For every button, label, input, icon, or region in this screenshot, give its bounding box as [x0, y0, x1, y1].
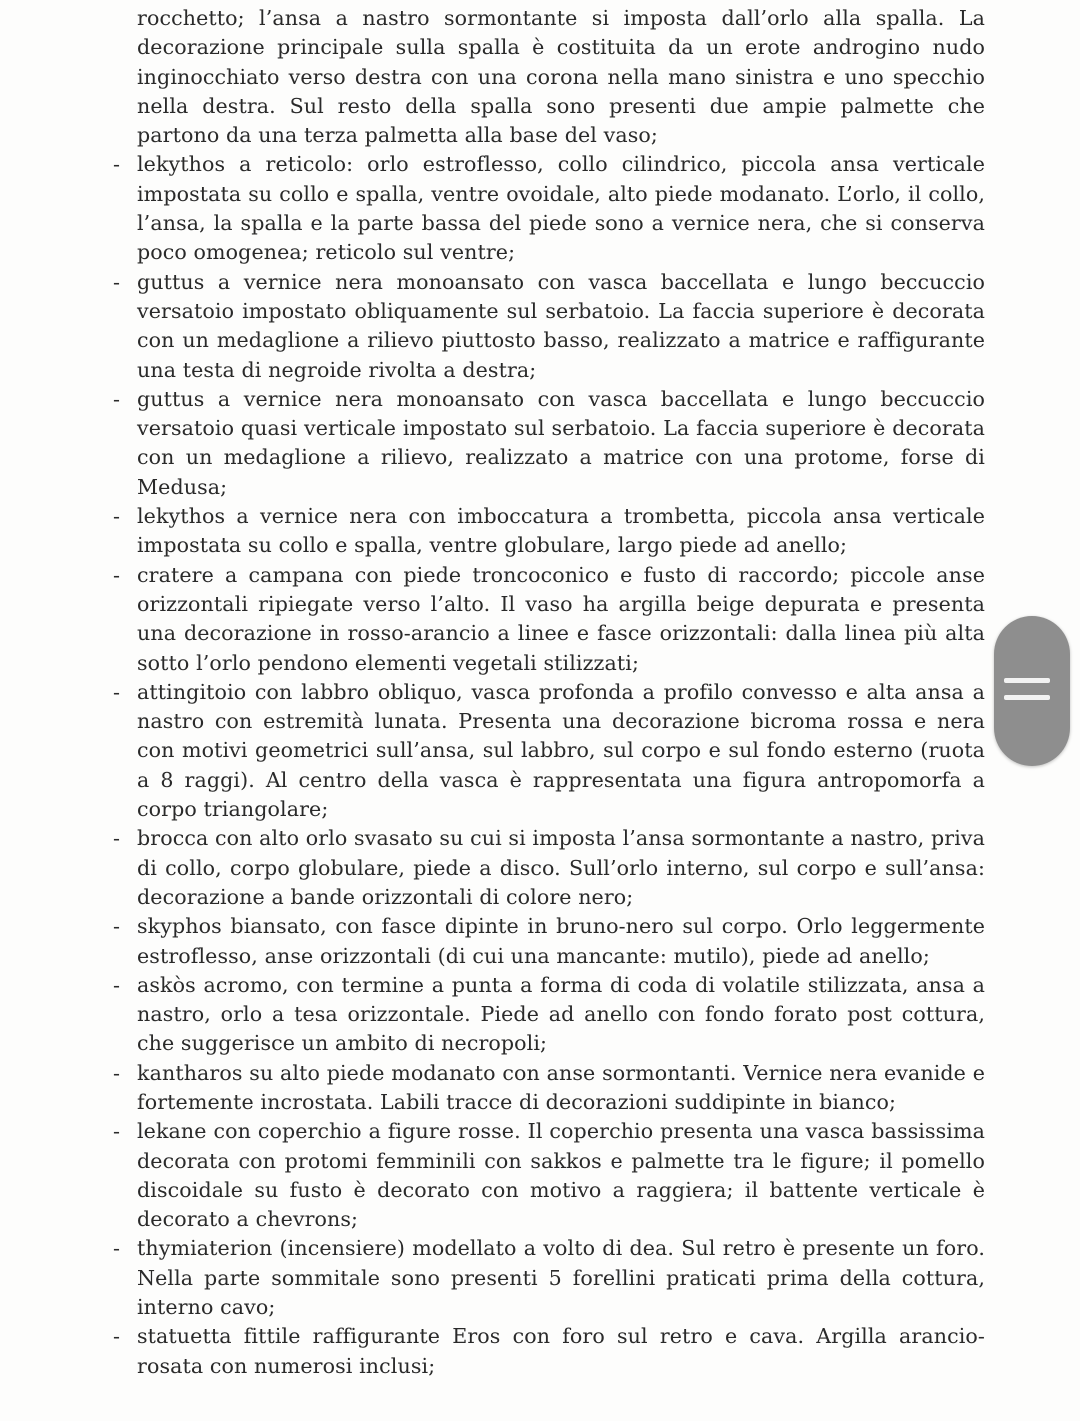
list-item-text: lekythos a vernice nera con imboccatura a trombetta, piccola ansa verticale impostata su collo e spalla, ventre globulare, largo piede ad anello;: [137, 504, 985, 558]
list-item: [113, 824, 985, 912]
list-item: [113, 268, 985, 385]
list-item-text: kantharos su alto piede modanato con anse sormontanti. Vernice nera evanide e fortemente incrostata. Labili tracce di decorazioni suddipinte in bianco;: [137, 1060, 985, 1114]
bullet-dash: -: [113, 562, 121, 587]
list-item-text: askòs acromo, con termine a punta a forma di coda di volatile stilizzata, ansa a nastro, orlo a tesa orizzontale. Piede ad anello con fondo forato post cottura, che suggerisce un ambito di necropoli;: [137, 972, 985, 1056]
bullet-dash: -: [113, 679, 121, 704]
list-item: [113, 502, 985, 561]
list-item-text: thymiaterion (incensiere) modellato a volto di dea. Sul retro è presente un foro. Nella parte sommitale sono presenti 5 forellini praticati prima della cottura, interno cavo;: [137, 1236, 985, 1320]
artifact-list: [113, 150, 985, 1380]
opening-paragraph: rocchetto; l’ansa a nastro sormontante si imposta dall’orlo alla spalla. La decorazione principale sulla spalla è costituita da un erote androgino nudo inginocchiato verso destra con una corona nella mano sinistra e uno specchio nella destra. Sul resto della spalla sono presenti due ampie palmette che partono da una terza palmetta alla base del vaso;: [137, 6, 985, 148]
list-item: [113, 971, 985, 1059]
list-item: [113, 678, 985, 824]
list-item-text: lekane con coperchio a figure rosse. Il coperchio presenta una vasca bassissima decorata con protomi femminili con sakkos e palmette tra le figure; il pomello discoidale su fusto è decorato con motivo a raggiera; il battente verticale è decorato a chevrons;: [137, 1119, 985, 1232]
bullet-dash: -: [113, 269, 121, 294]
list-item: [113, 385, 985, 502]
list-item-text: attingitoio con labbro obliquo, vasca profonda a profilo convesso e alta ansa a nastro con estremità lunata. Presenta una decorazione bicroma rossa e nera con motivi geometrici sull’ansa, sul labbro, sul corpo e sul fondo esterno (ruota a 8 raggi). Al centro della vasca è rappresentata una figura antropomorfa a corpo triangolare;: [137, 679, 985, 822]
list-item-text: skyphos biansato, con fasce dipinte in bruno-nero sul corpo. Orlo leggermente estroflesso, anse orizzontali (di cui una mancante: mutilo), piede ad anello;: [137, 914, 985, 968]
list-item-text: lekythos a reticolo: orlo estroflesso, collo cilindrico, piccola ansa verticale impostata su collo e spalla, ventre ovoidale, alto piede modanato. L’orlo, il collo, l’ansa, la spalla e la parte bassa del piede sono a vernice nera, che si conserva poco omogenea; reticolo sul ventre;: [137, 152, 985, 265]
list-item: [113, 1117, 985, 1234]
list-item: [113, 561, 985, 678]
list-item-text: brocca con alto orlo svasato su cui si imposta l’ansa sormontante a nastro, priva di collo, corpo globulare, piede a disco. Sull’orlo interno, sul corpo e sull’ansa: decorazione a bande orizzontali di colore nero;: [137, 826, 985, 909]
bullet-dash: -: [113, 504, 121, 529]
bullet-dash: -: [113, 972, 121, 997]
list-item: [113, 1234, 985, 1322]
list-item-text: guttus a vernice nera monoansato con vasca baccellata e lungo beccuccio versatoio quasi verticale impostato sul serbatoio. La faccia superiore è decorata con un medaglione a rilievo, realizzato a matrice con una protome, forse di Medusa;: [137, 386, 985, 499]
list-item: [113, 1322, 985, 1381]
bullet-dash: -: [113, 914, 121, 939]
drag-handle-icon: [1004, 678, 1050, 683]
bullet-dash: -: [113, 1236, 121, 1261]
bullet-dash: -: [113, 1060, 121, 1085]
fast-scroll-handle[interactable]: [994, 616, 1070, 766]
bullet-dash: -: [113, 1324, 121, 1349]
list-item-text: statuetta fittile raffigurante Eros con foro sul retro e cava. Argilla arancio-rosata con numerosi inclusi;: [137, 1324, 985, 1378]
document-text: [113, 4, 985, 1381]
list-item: [113, 1059, 985, 1118]
drag-handle-icon: [1004, 695, 1050, 700]
bullet-dash: -: [113, 826, 121, 851]
list-item: [113, 912, 985, 971]
bullet-dash: -: [113, 1119, 121, 1144]
bullet-dash: -: [113, 152, 121, 177]
list-item-text: guttus a vernice nera monoansato con vasca baccellata e lungo beccuccio versatoio impostato obliquamente sul serbatoio. La faccia superiore è decorata con un medaglione a rilievo piuttosto basso, realizzato a matrice e raffigurante una testa di negroide rivolta a destra;: [137, 269, 985, 382]
list-item: [113, 150, 985, 267]
list-item-text: cratere a campana con piede troncoconico e fusto di raccordo; piccole anse orizzontali ripiegate verso l’alto. Il vaso ha argilla beige depurata e presenta una decorazione in rosso-arancio a linee e fasce orizzontali: dalla linea più alta sotto l’orlo pendono elementi vegetali stilizzati;: [137, 562, 985, 675]
bullet-dash: -: [113, 386, 121, 411]
